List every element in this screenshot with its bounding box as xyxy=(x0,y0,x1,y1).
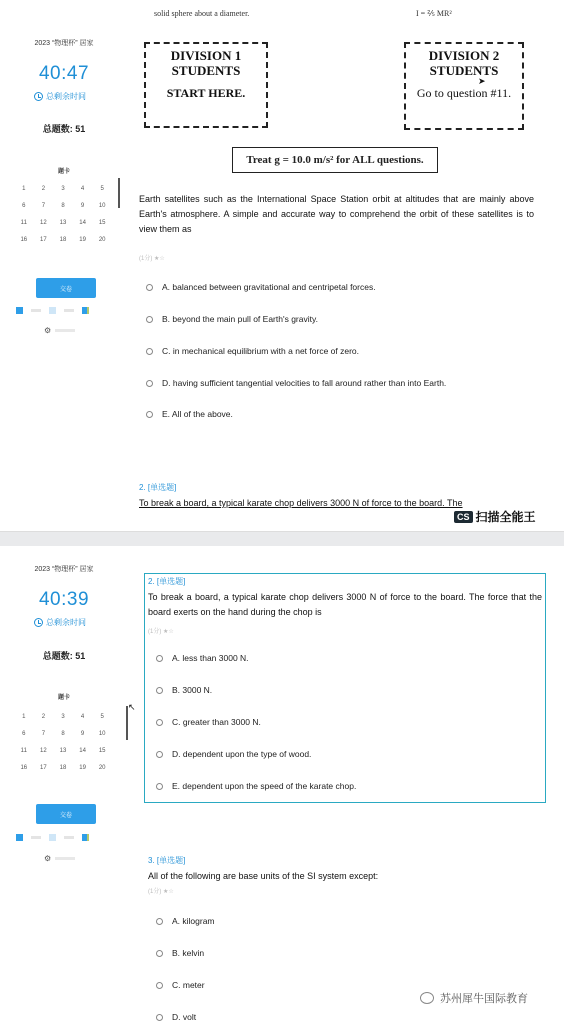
division-1-title: DIVISION 1 xyxy=(170,48,242,63)
grid-cell-4[interactable]: 4 xyxy=(80,186,85,192)
question-1-option-d[interactable] xyxy=(146,378,446,388)
radio-button[interactable] xyxy=(146,380,153,387)
option-label: B. beyond the main pull of Earth's gravity. xyxy=(162,314,318,324)
marked-swatch xyxy=(82,307,89,314)
radio-button[interactable] xyxy=(146,284,153,291)
grid-cell-2[interactable]: 2 xyxy=(41,186,46,192)
grid-cell-4[interactable]: 4 xyxy=(80,714,85,720)
grid-cell-19[interactable]: 19 xyxy=(79,237,86,243)
grid-cell-7[interactable]: 7 xyxy=(41,731,46,737)
grid-cell-10[interactable]: 10 xyxy=(98,203,106,209)
radio-button[interactable] xyxy=(156,950,163,957)
question-2-option-a[interactable] xyxy=(156,653,249,663)
option-label: E. All of the above. xyxy=(162,409,233,419)
screenshot-panel-2 xyxy=(0,546,564,1024)
grid-cell-14[interactable]: 14 xyxy=(79,748,86,754)
clock-icon xyxy=(34,618,43,627)
question-3-number: 3. [单选题] xyxy=(148,856,186,865)
grid-cell-14[interactable]: 14 xyxy=(79,220,86,226)
option-label: C. in mechanical equilibrium with a net force of zero. xyxy=(162,346,360,356)
question-1-text: Earth satellites such as the International Space Station orbit at altitudes that are mainly above Earth's atmosphere. A simple and accurate way to comprehend the orbit of these satellites is to view them as xyxy=(139,194,534,234)
panel-divider xyxy=(0,532,564,546)
grid-cell-15[interactable]: 15 xyxy=(98,220,106,226)
grid-cell-19[interactable]: 19 xyxy=(79,765,86,771)
scanner-name: 扫描全能王 xyxy=(475,510,536,524)
scanner-watermark xyxy=(454,508,536,525)
grid-cell-12[interactable]: 12 xyxy=(40,748,47,754)
unanswered-swatch xyxy=(49,307,56,314)
option-label: C. meter xyxy=(172,980,205,990)
countdown-timer: 40:39 xyxy=(38,589,90,610)
grid-cell-20[interactable]: 20 xyxy=(98,237,106,243)
sidebar xyxy=(0,546,136,1024)
grid-cell-12[interactable]: 12 xyxy=(40,220,47,226)
grid-cell-9[interactable]: 9 xyxy=(80,731,85,737)
question-2-text: To break a board, a typical karate chop delivers 3000 N of force to the board. The force that the board exerts on the hand during the chop is xyxy=(148,592,542,617)
competition-title: 2023 “物理杯” 居家 xyxy=(34,40,94,47)
radio-button[interactable] xyxy=(156,918,163,925)
grid-cell-9[interactable]: 9 xyxy=(80,203,85,209)
question-2-number: 2. [单选题] xyxy=(148,577,186,586)
grid-cell-18[interactable]: 18 xyxy=(59,765,67,771)
grid-cell-18[interactable]: 18 xyxy=(59,237,67,243)
question-1-option-e[interactable] xyxy=(146,409,233,419)
division-2-title: DIVISION 2 xyxy=(428,48,500,63)
grid-cell-13[interactable]: 13 xyxy=(59,220,67,226)
radio-button[interactable] xyxy=(156,783,163,790)
grid-cell-5[interactable]: 5 xyxy=(100,186,104,192)
settings[interactable] xyxy=(44,326,75,335)
countdown-timer: 40:47 xyxy=(38,63,90,84)
grid-cell-15[interactable]: 15 xyxy=(98,748,106,754)
status-legend xyxy=(16,834,89,841)
grid-cell-7[interactable]: 7 xyxy=(41,203,46,209)
division-1-subtitle: STUDENTS xyxy=(171,63,241,78)
cs-logo-icon: CS xyxy=(454,511,473,523)
grid-cell-1[interactable]: 1 xyxy=(22,714,26,720)
answered-swatch xyxy=(16,307,23,314)
question-3-text: All of the following are base units of the SI system except: xyxy=(148,871,379,881)
settings[interactable] xyxy=(44,854,75,863)
question-2-option-e[interactable] xyxy=(156,781,356,791)
radio-button[interactable] xyxy=(146,348,153,355)
timer-label-text: 总剩余时间 xyxy=(46,92,86,101)
grid-cell-3[interactable]: 3 xyxy=(61,186,65,192)
grid-cell-8[interactable]: 8 xyxy=(61,731,65,737)
radio-button[interactable] xyxy=(156,751,163,758)
radio-button[interactable] xyxy=(156,687,163,694)
grid-cell-2[interactable]: 2 xyxy=(41,714,46,720)
radio-button[interactable] xyxy=(156,719,163,726)
division-1-box xyxy=(144,42,268,128)
question-2-score: (1分) ★☆ xyxy=(148,629,174,635)
timer-label-text: 总剩余时间 xyxy=(46,618,86,627)
question-2-preview-text: To break a board, a typical karate chop delivers 3000 N of force to the board. The xyxy=(139,498,463,508)
question-3-option-d[interactable] xyxy=(156,1012,196,1022)
gravity-note: Treat g = 10.0 m/s² for ALL questions. xyxy=(232,147,438,173)
answer-card-title: 题卡 xyxy=(57,169,70,175)
grid-cell-3[interactable]: 3 xyxy=(61,714,65,720)
mouse-cursor-icon: ➤ xyxy=(478,76,486,86)
question-1-option-a[interactable] xyxy=(146,282,376,292)
status-legend xyxy=(16,307,89,314)
grid-cell-16[interactable]: 16 xyxy=(20,237,28,243)
radio-button[interactable] xyxy=(156,982,163,989)
gear-icon: ⚙ xyxy=(44,854,52,863)
timer-label xyxy=(34,91,86,102)
option-label: B. 3000 N. xyxy=(172,685,213,695)
division-2-box xyxy=(404,42,524,130)
question-2-option-b[interactable] xyxy=(156,685,212,695)
mouse-cursor-icon: ↖ xyxy=(128,702,136,712)
radio-button[interactable] xyxy=(146,411,153,418)
option-label: A. balanced between gravitational and centripetal forces. xyxy=(162,282,376,292)
question-3-score: (1分) ★☆ xyxy=(148,889,174,895)
grid-cell-11[interactable]: 11 xyxy=(20,220,27,226)
grid-cell-16[interactable]: 16 xyxy=(20,765,28,771)
radio-button[interactable] xyxy=(156,1014,163,1021)
radio-button[interactable] xyxy=(156,655,163,662)
option-label: D. dependent upon the type of wood. xyxy=(172,749,312,759)
question-1-score: (1分) ★☆ xyxy=(139,256,165,262)
grid-cell-10[interactable]: 10 xyxy=(98,731,106,737)
option-label: B. kelvin xyxy=(172,948,205,958)
option-label: A. less than 3000 N. xyxy=(172,653,249,663)
sidebar xyxy=(0,0,128,531)
unanswered-swatch xyxy=(49,834,56,841)
question-1-option-c[interactable] xyxy=(146,346,359,356)
grid-cell-5[interactable]: 5 xyxy=(100,714,104,720)
scrollbar[interactable] xyxy=(118,178,120,208)
answer-card-title: 题卡 xyxy=(57,695,70,701)
answered-swatch xyxy=(16,834,23,841)
grid-cell-13[interactable]: 13 xyxy=(59,748,67,754)
question-content xyxy=(128,546,564,1024)
question-3-option-c[interactable] xyxy=(156,980,205,990)
division-1-instruction: START HERE. xyxy=(166,86,246,100)
option-label: D. having sufficient tangential velocities to fall around rather than into Earth. xyxy=(162,378,447,388)
option-label: C. greater than 3000 N. xyxy=(172,717,261,727)
marked-swatch xyxy=(82,834,89,841)
total-questions: 总题数: 51 xyxy=(42,124,86,134)
radio-button[interactable] xyxy=(146,316,153,323)
question-2-number: 2. [单选题] xyxy=(139,483,177,492)
option-label: E. dependent upon the speed of the karate chop. xyxy=(172,781,357,791)
grid-cell-17[interactable]: 17 xyxy=(40,237,47,243)
division-2-subtitle: STUDENTS xyxy=(429,63,499,78)
question-2-option-d[interactable] xyxy=(156,749,311,759)
question-grid xyxy=(14,714,112,771)
grid-cell-6[interactable]: 6 xyxy=(22,203,26,209)
wechat-watermark xyxy=(420,990,528,1006)
grid-cell-17[interactable]: 17 xyxy=(40,765,47,771)
grid-cell-11[interactable]: 11 xyxy=(20,748,27,754)
watermark-text: 苏州犀牛国际教育 xyxy=(440,993,528,1005)
option-label: A. kilogram xyxy=(172,916,215,926)
submit-button[interactable]: 交卷 xyxy=(36,278,96,298)
clipped-text-left: solid sphere about a diameter. xyxy=(154,9,250,18)
option-label: D. volt xyxy=(172,1012,197,1022)
question-grid xyxy=(14,186,112,243)
timer-label xyxy=(34,617,86,628)
wechat-icon xyxy=(420,992,434,1004)
question-content xyxy=(128,0,564,531)
clipped-formula: I = ⅖ MR² xyxy=(416,9,452,18)
gear-icon: ⚙ xyxy=(44,326,52,335)
submit-button[interactable]: 交卷 xyxy=(36,804,96,824)
grid-cell-20[interactable]: 20 xyxy=(98,765,106,771)
total-questions: 总题数: 51 xyxy=(42,651,86,661)
question-3-option-b[interactable] xyxy=(156,948,204,958)
grid-cell-1[interactable]: 1 xyxy=(22,186,26,192)
grid-cell-8[interactable]: 8 xyxy=(61,203,65,209)
grid-cell-6[interactable]: 6 xyxy=(22,731,26,737)
competition-title: 2023 “物理杯” 居家 xyxy=(34,566,94,573)
question-3-option-a[interactable] xyxy=(156,916,215,926)
division-2-instruction: Go to question #11. xyxy=(416,86,512,100)
question-1-option-b[interactable] xyxy=(146,314,318,324)
question-2-option-c[interactable] xyxy=(156,717,261,727)
clock-icon xyxy=(34,92,43,101)
